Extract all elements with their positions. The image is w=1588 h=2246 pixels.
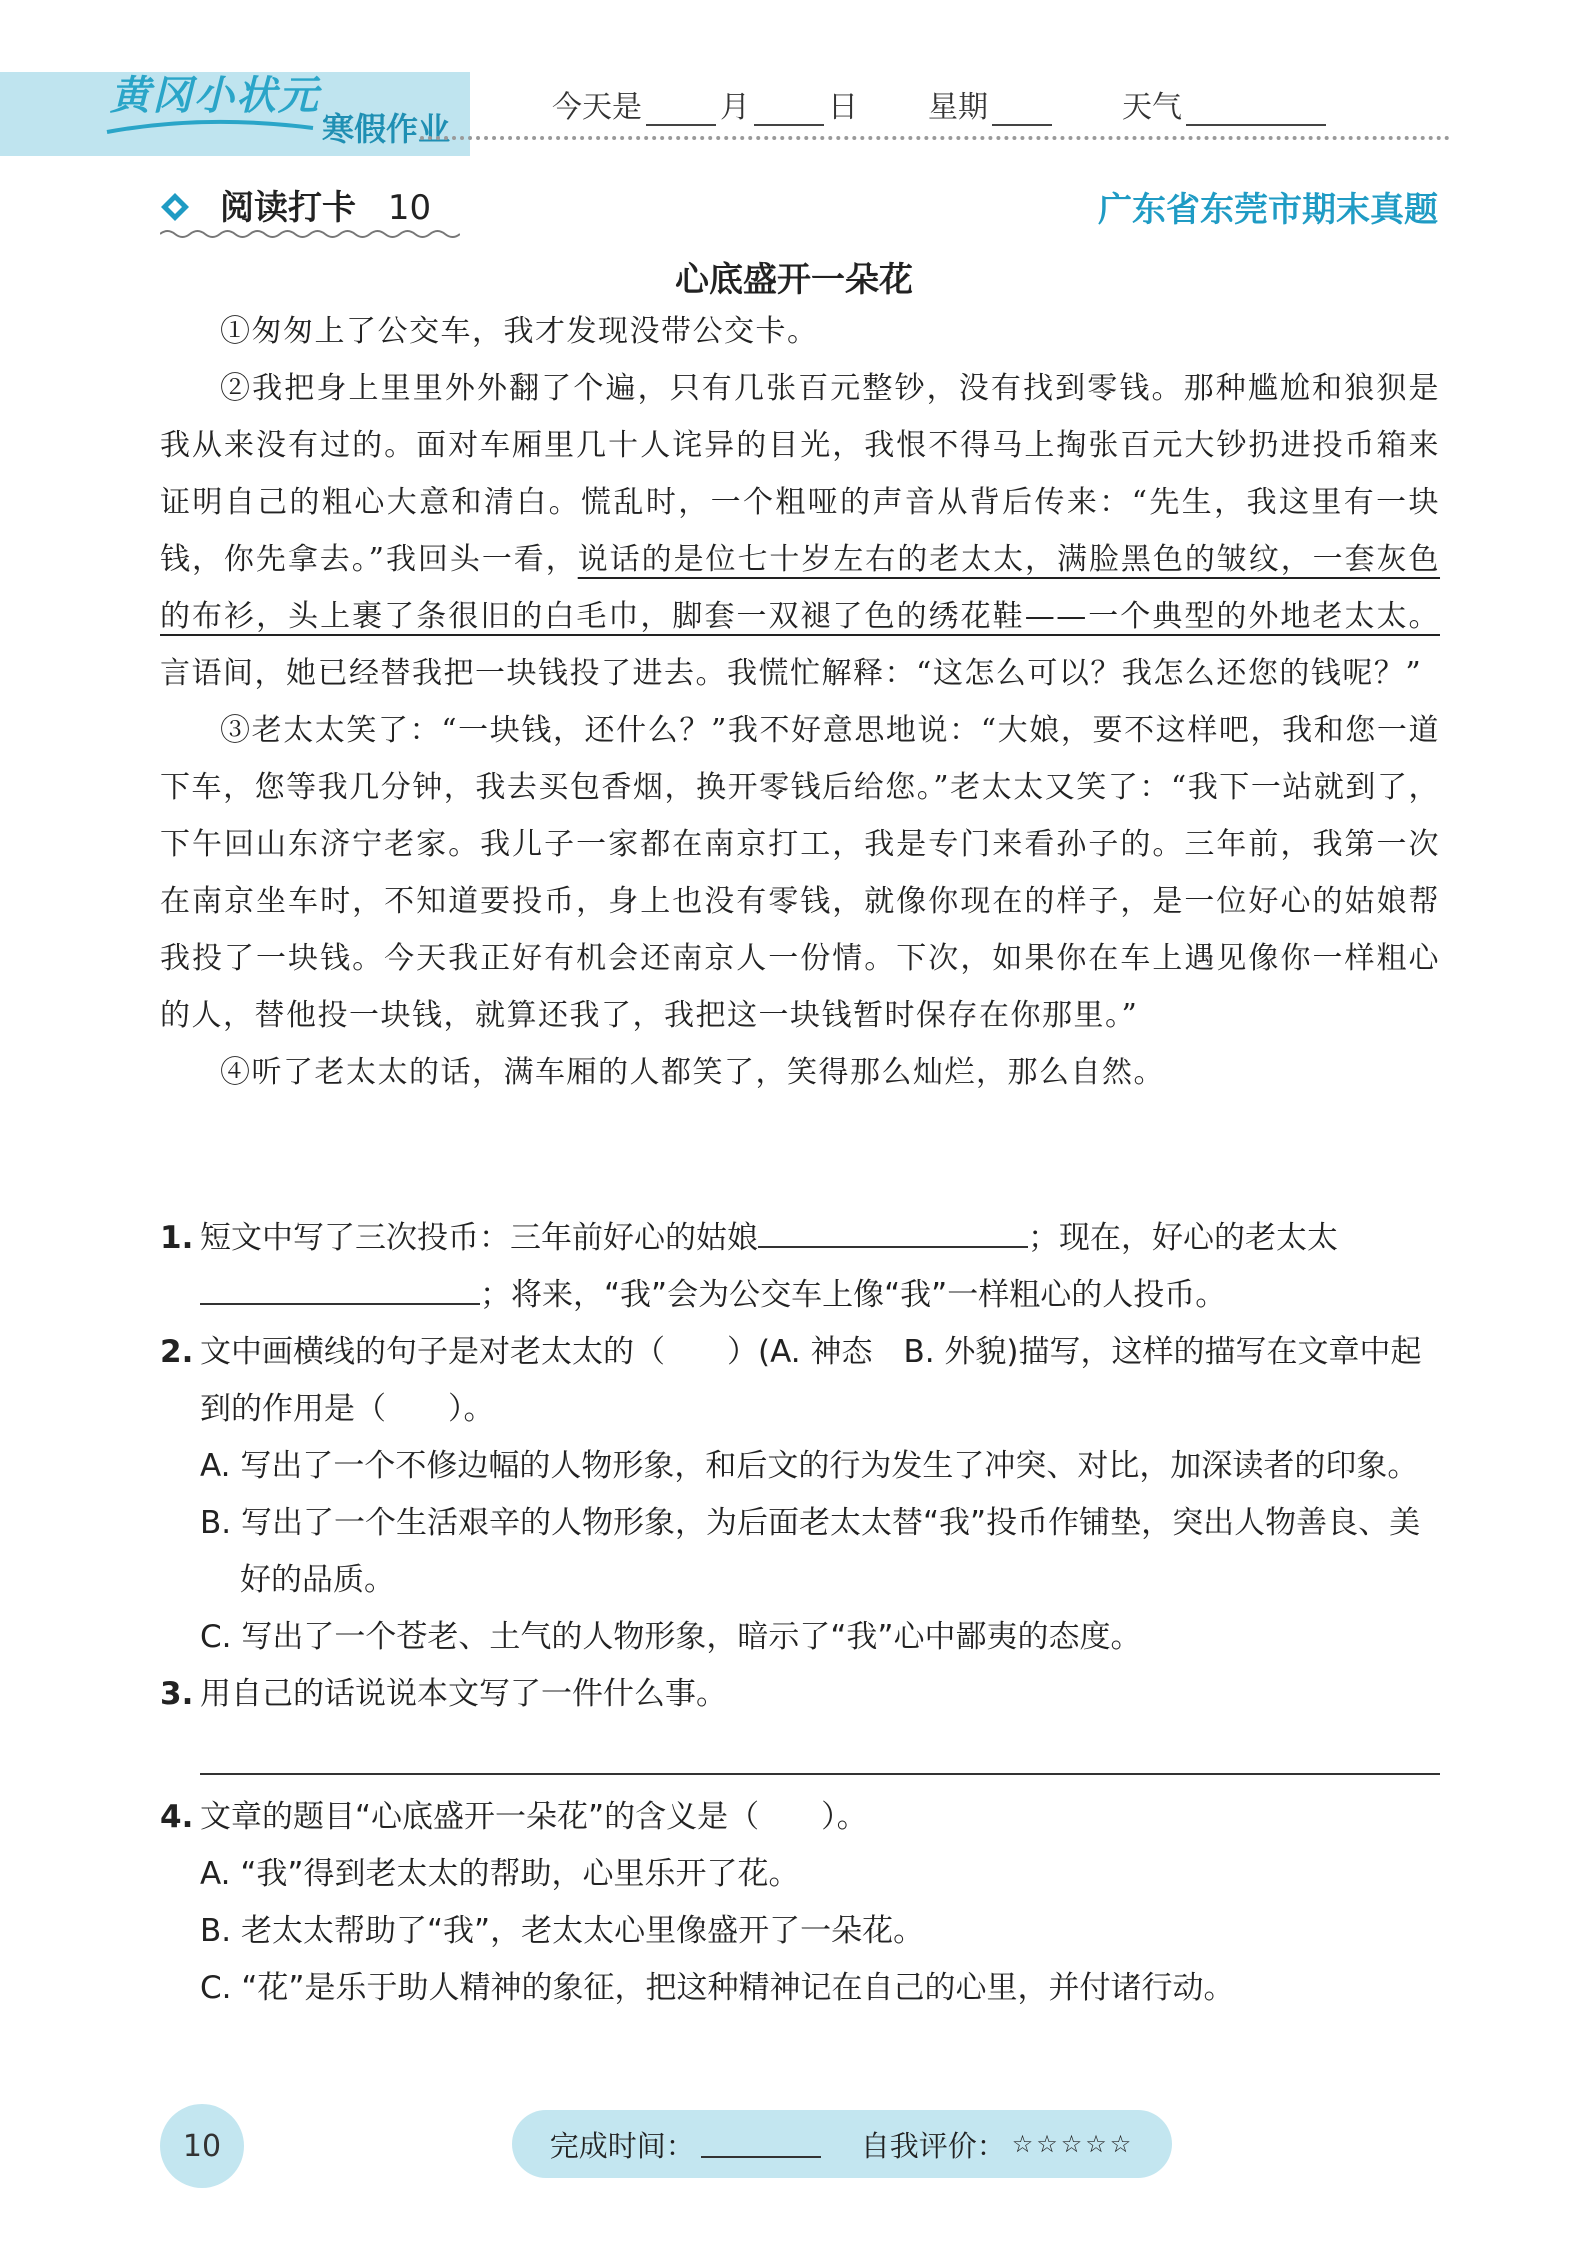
day-label: 日 (828, 90, 858, 125)
paragraph-2-start: ②我把身上里里外外翻了个遍，只有几张百元整钞，没有找到零钱。那种尴尬和狼狈是我从来没有过的。面对车厢里几十人诧异的目光，我恨不得马上掏张百元大钞扔进投币箱来证明自己的粗心大意和清白。慌乱时，一个粗哑的声音从背后传来：“先生，我这里有一块钱，你先拿去。”我回头一看， (160, 371, 1440, 577)
exam-source: 广东省东莞市期末真题 (1098, 190, 1438, 230)
brand-swoosh-icon (105, 118, 315, 136)
question-2-option-a[interactable]: A. 写出了一个不修边幅的人物形象，和后文的行为发生了冲突、对比，加深读者的印象。 (200, 1448, 1419, 1484)
question-1 (160, 1210, 1440, 1324)
question-1-text-b: ；现在，好心的老太太 (1028, 1220, 1338, 1256)
day-field[interactable] (754, 96, 824, 126)
month-label: 月 (720, 90, 750, 125)
answer-blank-2[interactable] (200, 1269, 480, 1305)
self-eval-label: 自我评价： (860, 2128, 1006, 2163)
page-number: 10 (160, 2104, 244, 2188)
date-label: 今天是 (552, 90, 642, 125)
question-number: 4. (160, 1799, 194, 1835)
question-2-option-b[interactable]: B. 写出了一个生活艰辛的人物形象，为后面老太太替“我”投币作铺垫，突出人物善良、美好的品质。 (200, 1505, 1421, 1598)
question-2 (160, 1324, 1440, 1666)
section-title-text: 阅读打卡 (220, 188, 356, 228)
paragraph-4: ④听了老太太的话，满车厢的人都笑了，笑得那么灿烂，那么自然。 (220, 1055, 1165, 1090)
brand-logo: 黄冈小状元 (110, 73, 320, 119)
question-2-option-c[interactable]: C. 写出了一个苍老、土气的人物形象，暗示了“我”心中鄙夷的态度。 (200, 1619, 1142, 1655)
answer-line-3[interactable] (200, 1743, 1440, 1775)
question-1-text-c: ；将来，“我”会为公交车上像“我”一样粗心的人投币。 (480, 1277, 1227, 1313)
paragraph-2-end: 言语间，她已经替我把一块钱投了进去。我慌忙解释：“这怎么可以？我怎么还您的钱呢？” (160, 656, 1423, 691)
question-3-text: 用自己的话说说本文写了一件什么事。 (200, 1676, 727, 1712)
book-subtitle: 寒假作业 (322, 110, 451, 148)
question-2-text: 文中画横线的句子是对老太太的（ ）(A. 神态 B. 外貌)描写，这样的描写在文章中起到的作用是（ ）。 (200, 1334, 1422, 1427)
completion-time-field[interactable] (701, 2130, 821, 2158)
month-field[interactable] (646, 96, 716, 126)
wavy-underline (160, 228, 460, 240)
header-dotted-divider (420, 136, 1450, 140)
article-body (160, 303, 1440, 1101)
date-weather-line (552, 82, 1330, 126)
completion-time-label: 完成时间： (549, 2128, 695, 2163)
underlined-sentence: 说话的是位七十岁左右的老太太，满脸黑色的皱纹，一套灰色的布衫，头上裹了条很旧的白毛巾，脚套一双褪了色的绣花鞋——一个典型的外地老太太。 (160, 542, 1441, 634)
section-number: 10 (387, 188, 432, 228)
weather-field[interactable] (1186, 96, 1326, 126)
question-4 (160, 1789, 1440, 2017)
question-4-option-a[interactable]: A. “我”得到老太太的帮助，心里乐开了花。 (200, 1856, 800, 1892)
paragraph-2 (160, 360, 1440, 702)
question-number: 1. (160, 1220, 194, 1256)
question-4-option-c[interactable]: C. “花”是乐于助人精神的象征，把这种精神记在自己的心里，并付诸行动。 (200, 1970, 1235, 2006)
weekday-label: 星期 (928, 90, 988, 125)
weekday-field[interactable] (992, 96, 1052, 126)
diamond-icon (160, 192, 190, 222)
questions (160, 1210, 1440, 2017)
paragraph-1: ①匆匆上了公交车，我才发现没带公交卡。 (220, 314, 819, 349)
star-rating[interactable]: ☆☆☆☆☆ (1011, 2130, 1135, 2158)
article-title: 心底盛开一朵花 (675, 260, 913, 300)
answer-blank-1[interactable] (758, 1212, 1028, 1248)
question-number: 3. (160, 1676, 194, 1712)
paragraph-3: ③老太太笑了：“一块钱，还什么？”我不好意思地说：“大娘，要不这样吧，我和您一道下车，您等我几分钟，我去买包香烟，换开零钱后给您。”老太太又笑了：“我下一站就到了，下午回山东济宁老家。我儿子一家都在南京打工，我是专门来看孙子的。三年前，我第一次在南京坐车时，不知道要投币，身上也没有零钱，就像你现在的样子，是一位好心的姑娘帮我投了一块钱。今天我正好有机会还南京人一份情。下次，如果你在车上遇见像你一样粗心的人，替他投一块钱，就算还我了，我把这一块钱暂时保存在你那里。” (160, 713, 1440, 1033)
question-3 (160, 1666, 1440, 1775)
weather-label: 天气 (1122, 90, 1182, 125)
question-number: 2. (160, 1334, 194, 1370)
completion-box (512, 2110, 1172, 2178)
section-title (220, 180, 431, 229)
question-1-text-a: 短文中写了三次投币：三年前好心的姑娘 (200, 1220, 758, 1256)
question-4-option-b[interactable]: B. 老太太帮助了“我”，老太太心里像盛开了一朵花。 (200, 1913, 925, 1949)
question-4-text: 文章的题目“心底盛开一朵花”的含义是（ ）。 (200, 1799, 868, 1835)
